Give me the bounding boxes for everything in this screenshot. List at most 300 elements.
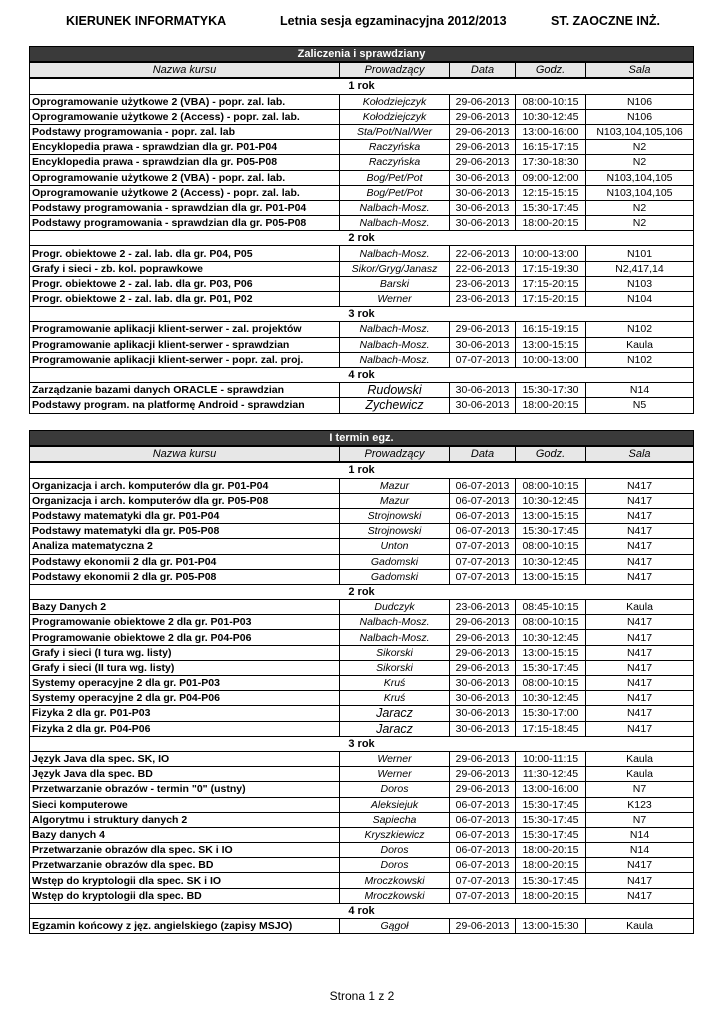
course-name: Grafy i sieci (II tura wg. listy) <box>30 660 340 675</box>
teacher-name: Gadomski <box>340 569 450 584</box>
exam-room: N5 <box>586 398 694 413</box>
schedule-table-egzaminy <box>29 430 694 934</box>
exam-room: N417 <box>586 539 694 554</box>
table-row <box>30 352 694 367</box>
exam-date: 30-06-2013 <box>450 337 516 352</box>
table-row <box>30 524 694 539</box>
exam-date: 30-06-2013 <box>450 398 516 413</box>
exam-time: 16:15-17:15 <box>516 140 586 155</box>
exam-room: N417 <box>586 873 694 888</box>
year-row <box>30 462 694 478</box>
course-name: Podstawy matematyki dla gr. P05-P08 <box>30 524 340 539</box>
course-name: Progr. obiektowe 2 - zal. lab. dla gr. P04, P05 <box>30 246 340 261</box>
section-title-row <box>30 431 694 447</box>
exam-date: 30-06-2013 <box>450 691 516 706</box>
table-row <box>30 873 694 888</box>
exam-date: 29-06-2013 <box>450 94 516 109</box>
exam-time: 16:15-19:15 <box>516 322 586 337</box>
course-name: Podstawy ekonomii 2 dla gr. P01-P04 <box>30 554 340 569</box>
exam-date: 30-06-2013 <box>450 200 516 215</box>
exam-time: 15:30-17:45 <box>516 200 586 215</box>
course-name: Encyklopedia prawa - sprawdzian dla gr. P05-P08 <box>30 155 340 170</box>
exam-time: 13:00-15:15 <box>516 569 586 584</box>
exam-room: N417 <box>586 630 694 645</box>
exam-room: N417 <box>586 569 694 584</box>
column-header: Data <box>450 446 516 462</box>
teacher-name: Kołodziejczyk <box>340 94 450 109</box>
teacher-name: Nalbach-Mosz. <box>340 615 450 630</box>
exam-room: N417 <box>586 888 694 903</box>
exam-date: 06-07-2013 <box>450 524 516 539</box>
exam-room: N2 <box>586 155 694 170</box>
exam-time: 17:15-20:15 <box>516 276 586 291</box>
exam-date: 23-06-2013 <box>450 600 516 615</box>
teacher-name: Nalbach-Mosz. <box>340 216 450 231</box>
schedule-table-zaliczenia <box>29 46 694 414</box>
teacher-name: Sapiecha <box>340 812 450 827</box>
table-row <box>30 751 694 766</box>
table-row <box>30 843 694 858</box>
teacher-name: Doros <box>340 858 450 873</box>
exam-room: N106 <box>586 94 694 109</box>
exam-time: 18:00-20:15 <box>516 216 586 231</box>
teacher-name: Werner <box>340 751 450 766</box>
course-name: Programowanie obiektowe 2 dla gr. P01-P03 <box>30 615 340 630</box>
course-name: Język Java dla spec. BD <box>30 767 340 782</box>
exam-room: N2,417,14 <box>586 261 694 276</box>
exam-date: 06-07-2013 <box>450 508 516 523</box>
year-label: 3 rok <box>30 736 694 751</box>
table-row <box>30 383 694 398</box>
table-row <box>30 630 694 645</box>
exam-room: N417 <box>586 524 694 539</box>
teacher-name: Kruś <box>340 676 450 691</box>
teacher-name: Gągoł <box>340 919 450 934</box>
exam-room: N103,104,105,106 <box>586 124 694 139</box>
teacher-name: Bog/Pet/Pot <box>340 185 450 200</box>
course-name: Systemy operacyjne 2 dla gr. P04-P06 <box>30 691 340 706</box>
table-row <box>30 797 694 812</box>
study-mode-title: ST. ZAOCZNE INŻ. <box>551 14 661 28</box>
exam-date: 29-06-2013 <box>450 124 516 139</box>
section-title: Zaliczenia i sprawdziany <box>30 47 694 63</box>
exam-room: N2 <box>586 200 694 215</box>
table-row <box>30 691 694 706</box>
course-name: Podstawy programowania - sprawdzian dla gr. P05-P08 <box>30 216 340 231</box>
exam-time: 10:00-11:15 <box>516 751 586 766</box>
year-label: 3 rok <box>30 307 694 322</box>
teacher-name: Nalbach-Mosz. <box>340 322 450 337</box>
exam-date: 22-06-2013 <box>450 261 516 276</box>
exam-room: N2 <box>586 140 694 155</box>
exam-time: 08:00-10:15 <box>516 676 586 691</box>
table-row <box>30 782 694 797</box>
table-row <box>30 767 694 782</box>
course-name: Podstawy programowania - popr. zal. lab <box>30 124 340 139</box>
exam-date: 07-07-2013 <box>450 554 516 569</box>
page-header <box>0 14 724 34</box>
table-row <box>30 140 694 155</box>
section-title: I termin egz. <box>30 431 694 447</box>
table-row <box>30 276 694 291</box>
exam-time: 15:30-17:45 <box>516 873 586 888</box>
exam-time: 13:00-15:15 <box>516 508 586 523</box>
year-label: 1 rok <box>30 462 694 478</box>
exam-time: 15:30-17:00 <box>516 706 586 721</box>
exam-time: 10:30-12:45 <box>516 691 586 706</box>
table-row <box>30 337 694 352</box>
table-row <box>30 660 694 675</box>
course-name: Programowanie aplikacji klient-serwer - sprawdzian <box>30 337 340 352</box>
year-label: 2 rok <box>30 584 694 599</box>
exam-date: 06-07-2013 <box>450 827 516 842</box>
exam-room: N7 <box>586 812 694 827</box>
exam-date: 22-06-2013 <box>450 246 516 261</box>
exam-time: 13:00-15:15 <box>516 645 586 660</box>
teacher-name: Bog/Pet/Pot <box>340 170 450 185</box>
course-name: Przetwarzanie obrazów - termin "0" (ustny) <box>30 782 340 797</box>
table-row <box>30 124 694 139</box>
exam-time: 12:15-15:15 <box>516 185 586 200</box>
exam-room: N417 <box>586 493 694 508</box>
table-row <box>30 200 694 215</box>
exam-time: 15:30-17:45 <box>516 660 586 675</box>
exam-date: 29-06-2013 <box>450 751 516 766</box>
year-label: 4 rok <box>30 903 694 918</box>
course-name: Oprogramowanie użytkowe 2 (Access) - popr. zal. lab. <box>30 185 340 200</box>
table-row <box>30 827 694 842</box>
exam-date: 29-06-2013 <box>450 919 516 934</box>
teacher-name: Aleksiejuk <box>340 797 450 812</box>
exam-date: 23-06-2013 <box>450 276 516 291</box>
exam-time: 15:30-17:45 <box>516 812 586 827</box>
exam-time: 17:15-19:30 <box>516 261 586 276</box>
exam-room: N14 <box>586 843 694 858</box>
table-row <box>30 398 694 413</box>
exam-room: N417 <box>586 676 694 691</box>
course-name: Grafy i sieci - zb. kol. poprawkowe <box>30 261 340 276</box>
course-name: Fizyka 2 dla gr. P04-P06 <box>30 721 340 736</box>
exam-room: N417 <box>586 706 694 721</box>
teacher-name: Kryszkiewicz <box>340 827 450 842</box>
table-row <box>30 569 694 584</box>
course-name: Język Java dla spec. SK, IO <box>30 751 340 766</box>
teacher-name: Gadomski <box>340 554 450 569</box>
teacher-name: Zychewicz <box>340 398 450 413</box>
exam-time: 17:30-18:30 <box>516 155 586 170</box>
exam-room: N417 <box>586 615 694 630</box>
exam-date: 29-06-2013 <box>450 109 516 124</box>
year-row <box>30 231 694 246</box>
year-label: 2 rok <box>30 231 694 246</box>
column-header: Godz. <box>516 446 586 462</box>
teacher-name: Barski <box>340 276 450 291</box>
course-name: Programowanie obiektowe 2 dla gr. P04-P06 <box>30 630 340 645</box>
course-name: Podstawy program. na platformę Android - sprawdzian <box>30 398 340 413</box>
table-row <box>30 109 694 124</box>
teacher-name: Mroczkowski <box>340 888 450 903</box>
table-row <box>30 246 694 261</box>
exam-room: N106 <box>586 109 694 124</box>
teacher-name: Unton <box>340 539 450 554</box>
exam-date: 30-06-2013 <box>450 706 516 721</box>
table-row <box>30 322 694 337</box>
exam-time: 15:30-17:45 <box>516 524 586 539</box>
course-name: Bazy Danych 2 <box>30 600 340 615</box>
exam-time: 13:00-15:15 <box>516 337 586 352</box>
course-name: Progr. obiektowe 2 - zal. lab. dla gr. P03, P06 <box>30 276 340 291</box>
exam-room: Kaula <box>586 919 694 934</box>
table-row <box>30 155 694 170</box>
table-row <box>30 615 694 630</box>
exam-date: 29-06-2013 <box>450 630 516 645</box>
faculty-title: KIERUNEK INFORMATYKA <box>66 14 227 28</box>
exam-room: N102 <box>586 352 694 367</box>
teacher-name: Jaracz <box>340 721 450 736</box>
course-name: Grafy i sieci (I tura wg. listy) <box>30 645 340 660</box>
exam-room: K123 <box>586 797 694 812</box>
teacher-name: Mazur <box>340 478 450 493</box>
table-row <box>30 888 694 903</box>
column-header: Nazwa kursu <box>30 62 340 78</box>
exam-room: N104 <box>586 292 694 307</box>
exam-room: Kaula <box>586 767 694 782</box>
exam-date: 07-07-2013 <box>450 873 516 888</box>
exam-room: N7 <box>586 782 694 797</box>
exam-date: 06-07-2013 <box>450 493 516 508</box>
course-name: Systemy operacyjne 2 dla gr. P01-P03 <box>30 676 340 691</box>
exam-date: 07-07-2013 <box>450 539 516 554</box>
exam-room: Kaula <box>586 337 694 352</box>
exam-date: 29-06-2013 <box>450 645 516 660</box>
exam-room: N417 <box>586 645 694 660</box>
exam-time: 08:45-10:15 <box>516 600 586 615</box>
course-name: Programowanie aplikacji klient-serwer - popr. zal. proj. <box>30 352 340 367</box>
exam-room: N417 <box>586 478 694 493</box>
exam-room: N101 <box>586 246 694 261</box>
section-title-row <box>30 47 694 63</box>
exam-time: 09:00-12:00 <box>516 170 586 185</box>
exam-time: 11:30-12:45 <box>516 767 586 782</box>
exam-date: 23-06-2013 <box>450 292 516 307</box>
teacher-name: Doros <box>340 843 450 858</box>
table-row <box>30 493 694 508</box>
table-row <box>30 261 694 276</box>
exam-time: 15:30-17:30 <box>516 383 586 398</box>
teacher-name: Nalbach-Mosz. <box>340 246 450 261</box>
course-name: Oprogramowanie użytkowe 2 (Access) - popr. zal. lab. <box>30 109 340 124</box>
exam-date: 29-06-2013 <box>450 155 516 170</box>
column-header: Data <box>450 62 516 78</box>
course-name: Oprogramowanie użytkowe 2 (VBA) - popr. zal. lab. <box>30 94 340 109</box>
table-row <box>30 508 694 523</box>
teacher-name: Sikorski <box>340 645 450 660</box>
column-header: Nazwa kursu <box>30 446 340 462</box>
exam-date: 30-06-2013 <box>450 383 516 398</box>
teacher-name: Mroczkowski <box>340 873 450 888</box>
column-header: Prowadzący <box>340 62 450 78</box>
table-row <box>30 676 694 691</box>
exam-room: N417 <box>586 660 694 675</box>
exam-date: 29-06-2013 <box>450 767 516 782</box>
teacher-name: Strojnowski <box>340 508 450 523</box>
exam-time: 13:00-15:30 <box>516 919 586 934</box>
course-name: Programowanie aplikacji klient-serwer - zal. projektów <box>30 322 340 337</box>
exam-room: N103,104,105 <box>586 185 694 200</box>
course-name: Podstawy ekonomii 2 dla gr. P05-P08 <box>30 569 340 584</box>
course-name: Oprogramowanie użytkowe 2 (VBA) - popr. zal. lab. <box>30 170 340 185</box>
exam-date: 06-07-2013 <box>450 843 516 858</box>
exam-time: 10:30-12:45 <box>516 630 586 645</box>
exam-date: 29-06-2013 <box>450 140 516 155</box>
table-row <box>30 216 694 231</box>
course-name: Bazy danych 4 <box>30 827 340 842</box>
table-row <box>30 919 694 934</box>
exam-room: N417 <box>586 691 694 706</box>
teacher-name: Kołodziejczyk <box>340 109 450 124</box>
course-name: Encyklopedia prawa - sprawdzian dla gr. P01-P04 <box>30 140 340 155</box>
page-number: Strona 1 z 2 <box>329 989 395 1003</box>
exam-room: Kaula <box>586 600 694 615</box>
exam-room: N417 <box>586 858 694 873</box>
exam-date: 06-07-2013 <box>450 812 516 827</box>
course-name: Progr. obiektowe 2 - zal. lab. dla gr. P01, P02 <box>30 292 340 307</box>
course-name: Wstęp do kryptologii dla spec. SK i IO <box>30 873 340 888</box>
course-name: Podstawy programowania - sprawdzian dla gr. P01-P04 <box>30 200 340 215</box>
exam-time: 10:30-12:45 <box>516 109 586 124</box>
exam-date: 30-06-2013 <box>450 721 516 736</box>
year-row <box>30 903 694 918</box>
course-name: Egzamin końcowy z jęz. angielskiego (zapisy MSJO) <box>30 919 340 934</box>
exam-date: 29-06-2013 <box>450 322 516 337</box>
exam-room: N417 <box>586 721 694 736</box>
course-name: Algorytmu i struktury danych 2 <box>30 812 340 827</box>
teacher-name: Nalbach-Mosz. <box>340 630 450 645</box>
table-row <box>30 94 694 109</box>
table-row <box>30 706 694 721</box>
year-row <box>30 78 694 94</box>
exam-room: Kaula <box>586 751 694 766</box>
exam-date: 30-06-2013 <box>450 185 516 200</box>
exam-time: 08:00-10:15 <box>516 478 586 493</box>
exam-time: 18:00-20:15 <box>516 888 586 903</box>
exam-room: N103,104,105 <box>586 170 694 185</box>
teacher-name: Mazur <box>340 493 450 508</box>
exam-time: 10:30-12:45 <box>516 554 586 569</box>
exam-date: 29-06-2013 <box>450 615 516 630</box>
teacher-name: Dudczyk <box>340 600 450 615</box>
exam-room: N417 <box>586 508 694 523</box>
year-row <box>30 736 694 751</box>
year-label: 4 rok <box>30 367 694 382</box>
exam-time: 17:15-18:45 <box>516 721 586 736</box>
exam-date: 07-07-2013 <box>450 888 516 903</box>
teacher-name: Werner <box>340 292 450 307</box>
teacher-name: Sikorski <box>340 660 450 675</box>
exam-room: N102 <box>586 322 694 337</box>
year-row <box>30 367 694 382</box>
column-header: Sala <box>586 446 694 462</box>
exam-time: 10:00-13:00 <box>516 246 586 261</box>
teacher-name: Kruś <box>340 691 450 706</box>
teacher-name: Raczyńska <box>340 140 450 155</box>
course-name: Podstawy matematyki dla gr. P01-P04 <box>30 508 340 523</box>
column-header: Godz. <box>516 62 586 78</box>
column-header: Sala <box>586 62 694 78</box>
table-row <box>30 478 694 493</box>
exam-time: 18:00-20:15 <box>516 398 586 413</box>
column-header: Prowadzący <box>340 446 450 462</box>
teacher-name: Werner <box>340 767 450 782</box>
table-row <box>30 292 694 307</box>
teacher-name: Nalbach-Mosz. <box>340 200 450 215</box>
column-header-row <box>30 62 694 78</box>
exam-room: N14 <box>586 383 694 398</box>
teacher-name: Jaracz <box>340 706 450 721</box>
exam-date: 06-07-2013 <box>450 478 516 493</box>
exam-date: 29-06-2013 <box>450 782 516 797</box>
course-name: Zarządzanie bazami danych ORACLE - sprawdzian <box>30 383 340 398</box>
exam-date: 29-06-2013 <box>450 660 516 675</box>
year-label: 1 rok <box>30 78 694 94</box>
table-row <box>30 539 694 554</box>
exam-date: 06-07-2013 <box>450 858 516 873</box>
exam-date: 07-07-2013 <box>450 569 516 584</box>
course-name: Przetwarzanie obrazów dla spec. BD <box>30 858 340 873</box>
exam-room: N2 <box>586 216 694 231</box>
year-row <box>30 307 694 322</box>
exam-date: 30-06-2013 <box>450 676 516 691</box>
year-row <box>30 584 694 599</box>
table-row <box>30 645 694 660</box>
exam-time: 10:30-12:45 <box>516 493 586 508</box>
exam-time: 13:00-16:00 <box>516 782 586 797</box>
column-header-row <box>30 446 694 462</box>
teacher-name: Rudowski <box>340 383 450 398</box>
exam-time: 08:00-10:15 <box>516 94 586 109</box>
table-row <box>30 721 694 736</box>
teacher-name: Nalbach-Mosz. <box>340 337 450 352</box>
teacher-name: Raczyńska <box>340 155 450 170</box>
table-row <box>30 554 694 569</box>
exam-room: N417 <box>586 554 694 569</box>
course-name: Sieci komputerowe <box>30 797 340 812</box>
exam-time: 15:30-17:45 <box>516 827 586 842</box>
course-name: Przetwarzanie obrazów dla spec. SK i IO <box>30 843 340 858</box>
exam-time: 13:00-16:00 <box>516 124 586 139</box>
course-name: Wstęp do kryptologii dla spec. BD <box>30 888 340 903</box>
table-row <box>30 812 694 827</box>
session-title: Letnia sesja egzaminacyjna 2012/2013 <box>280 14 507 28</box>
exam-time: 18:00-20:15 <box>516 843 586 858</box>
exam-date: 30-06-2013 <box>450 216 516 231</box>
teacher-name: Sta/Pot/Nal/Wer <box>340 124 450 139</box>
exam-date: 30-06-2013 <box>450 170 516 185</box>
exam-room: N103 <box>586 276 694 291</box>
course-name: Analiza matematyczna 2 <box>30 539 340 554</box>
teacher-name: Doros <box>340 782 450 797</box>
table-row <box>30 185 694 200</box>
course-name: Fizyka 2 dla gr. P01-P03 <box>30 706 340 721</box>
course-name: Organizacja i arch. komputerów dla gr. P05-P08 <box>30 493 340 508</box>
exam-time: 15:30-17:45 <box>516 797 586 812</box>
exam-date: 06-07-2013 <box>450 797 516 812</box>
exam-time: 10:00-13:00 <box>516 352 586 367</box>
table-row <box>30 858 694 873</box>
table-row <box>30 600 694 615</box>
table-row <box>30 170 694 185</box>
course-name: Organizacja i arch. komputerów dla gr. P01-P04 <box>30 478 340 493</box>
